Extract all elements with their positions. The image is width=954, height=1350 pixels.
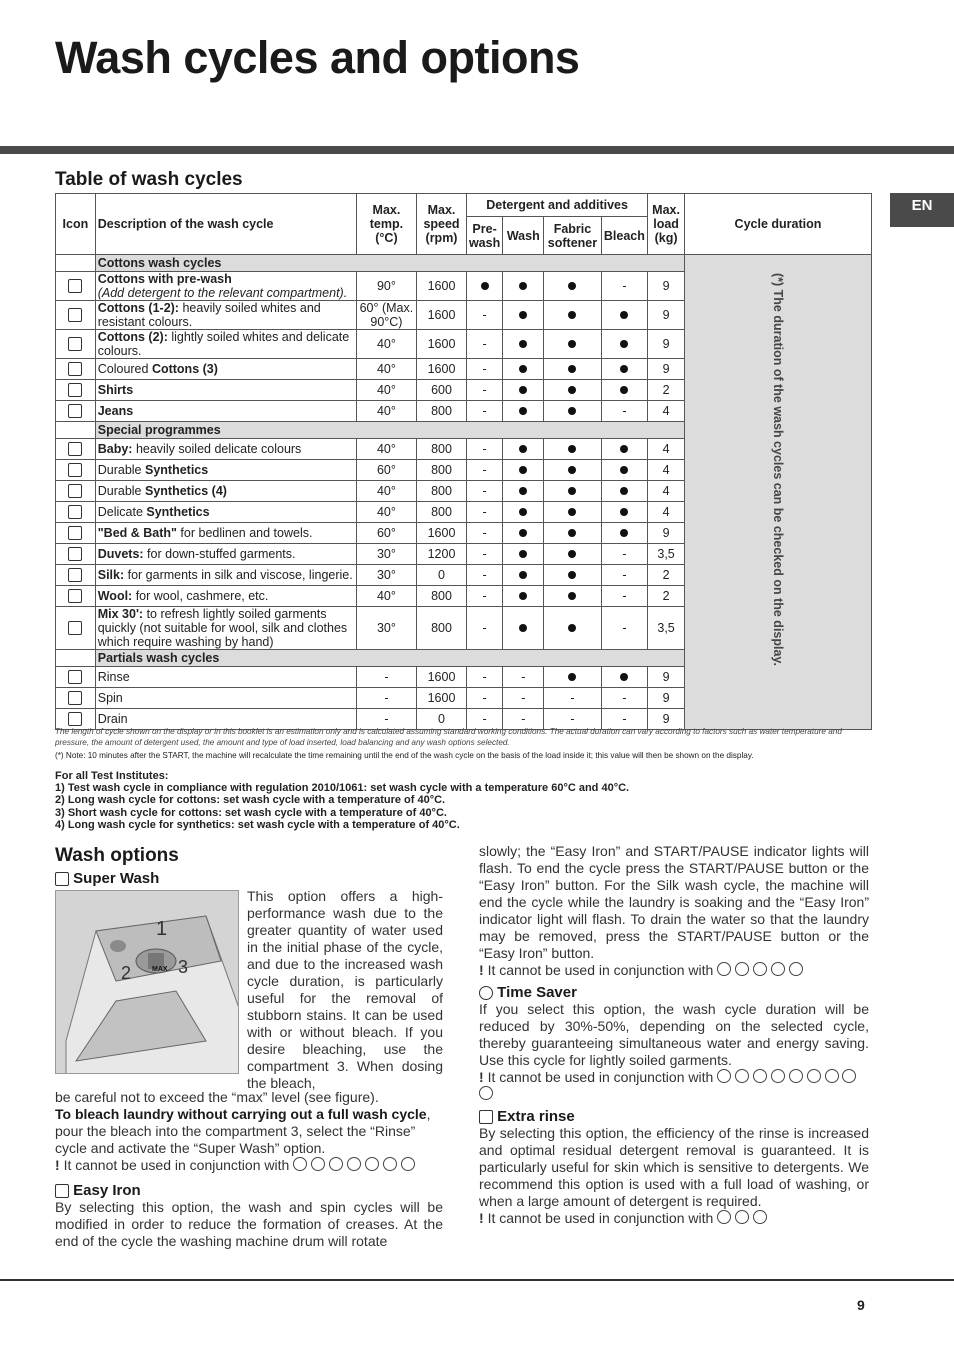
- time-saver-text: If you select this option, the wash cycle duration will be reduced by 30%-50%, depending on the selected cycle, thereby guaranteeing simultaneous water and energy saving. Use this cycle for lightly soiled garments.: [479, 1001, 869, 1068]
- cell-load: 9: [648, 709, 685, 730]
- cell-wash: [503, 544, 544, 565]
- cell-speed: 1600: [417, 330, 467, 359]
- extra-rinse-text: By selecting this option, the efficiency of the rinse is increased and optimal residual detergent removal is guaranteed. It is particularly useful for skin which is sensitive to detergents. We recommend this option is used with a full load of washing, or when a large amount of detergent is required.: [479, 1125, 869, 1209]
- cell-speed: 0: [417, 565, 467, 586]
- super-wash-icon: [55, 872, 69, 886]
- cycle-description: Jeans: [95, 401, 356, 422]
- cell-wash: -: [503, 688, 544, 709]
- cell-bleach: [601, 301, 648, 330]
- cell-wash: [503, 272, 544, 301]
- cycle-icon: [68, 505, 82, 519]
- cycle-icon: [68, 362, 82, 376]
- cell-wash: [503, 330, 544, 359]
- duration-side-note: (*) The duration of the wash cycles can be checked on the display.: [684, 255, 871, 730]
- dot-mark: [568, 571, 576, 579]
- cell-temp: 40°: [356, 401, 416, 422]
- dot-mark: [620, 466, 628, 474]
- cell-bleach: [601, 460, 648, 481]
- col-bleach: Bleach: [601, 217, 648, 255]
- dot-mark: [568, 340, 576, 348]
- easy-iron-title: Easy Iron: [55, 1182, 443, 1199]
- cell-prewash: -: [466, 460, 502, 481]
- dot-mark: [620, 673, 628, 681]
- col-cycle-duration: Cycle duration: [684, 194, 871, 255]
- cell-prewash: -: [466, 688, 502, 709]
- cycle-icon: [68, 442, 82, 456]
- cell-speed: 1600: [417, 688, 467, 709]
- dot-mark: [568, 624, 576, 632]
- dot-mark: [519, 508, 527, 516]
- dot-mark: [519, 445, 527, 453]
- cell-temp: 40°: [356, 481, 416, 502]
- col-softener: Fabric softener: [544, 217, 601, 255]
- cell-temp: 60°: [356, 523, 416, 544]
- institutes-item: 2) Long wash cycle for cottons: set wash cycle with a temperature of 40°C.: [55, 794, 446, 807]
- cell-temp: 40°: [356, 330, 416, 359]
- cycle-description: Cottons with pre-wash (Add detergent to the relevant compartment).: [95, 272, 356, 301]
- cell-temp: 30°: [356, 544, 416, 565]
- cell-temp: 40°: [356, 502, 416, 523]
- language-tab: EN: [890, 193, 954, 227]
- super-wash-text-a: This option offers a high-performance wash due to the greater quantity of water used in the initial phase of the cycle, and due to the increased wash cycle duration, is particularly useful for the removal of stubborn stains. It can be used with or without bleach. If you desire bleaching, use the compartment 3. When dosing the bleach,: [247, 888, 443, 1091]
- cell-bleach: [601, 439, 648, 460]
- dot-mark: [620, 445, 628, 453]
- cell-temp: 40°: [356, 380, 416, 401]
- cell-softener: [544, 523, 601, 544]
- cell-load: 9: [648, 688, 685, 709]
- dot-mark: [519, 282, 527, 290]
- dot-mark: [519, 487, 527, 495]
- cell-prewash: -: [466, 565, 502, 586]
- cell-speed: 1600: [417, 667, 467, 688]
- col-prewash: Pre-wash: [466, 217, 502, 255]
- svg-text:1: 1: [156, 918, 168, 940]
- cell-wash: -: [503, 709, 544, 730]
- cycle-icon: [68, 670, 82, 684]
- cycle-description: Drain: [95, 709, 356, 730]
- cell-softener: [544, 607, 601, 650]
- cell-speed: 800: [417, 460, 467, 481]
- cell-wash: [503, 481, 544, 502]
- cycle-icon: [68, 383, 82, 397]
- cell-load: 3,5: [648, 544, 685, 565]
- cell-prewash: -: [466, 544, 502, 565]
- cell-load: 9: [648, 272, 685, 301]
- cell-temp: 90°: [356, 272, 416, 301]
- cycle-icon: [68, 691, 82, 705]
- cycle-description: Silk: for garments in silk and viscose, lingerie.: [95, 565, 356, 586]
- cell-wash: [503, 586, 544, 607]
- cycle-description: Durable Synthetics: [95, 460, 356, 481]
- dot-mark: [568, 365, 576, 373]
- cycle-icon: [68, 484, 82, 498]
- cell-bleach: -: [601, 607, 648, 650]
- cell-temp: 40°: [356, 359, 416, 380]
- section-title: Special programmes: [95, 422, 684, 439]
- cell-wash: [503, 401, 544, 422]
- cell-speed: 800: [417, 607, 467, 650]
- cycle-description: "Bed & Bath" for bedlinen and towels.: [95, 523, 356, 544]
- wash-cycles-table: [55, 193, 872, 730]
- cell-speed: 1600: [417, 359, 467, 380]
- cell-bleach: [601, 330, 648, 359]
- cell-wash: [503, 565, 544, 586]
- cycle-icon: [68, 337, 82, 351]
- cell-load: 2: [648, 586, 685, 607]
- cell-temp: 40°: [356, 439, 416, 460]
- cycle-description: Delicate Synthetics: [95, 502, 356, 523]
- cycle-icon: [68, 589, 82, 603]
- cell-softener: [544, 359, 601, 380]
- cell-bleach: -: [601, 272, 648, 301]
- dot-mark: [568, 386, 576, 394]
- svg-text:MAX: MAX: [152, 966, 168, 973]
- cell-softener: -: [544, 688, 601, 709]
- cell-prewash: -: [466, 523, 502, 544]
- section-title: Cottons wash cycles: [95, 255, 684, 272]
- dot-mark: [568, 673, 576, 681]
- cell-bleach: -: [601, 709, 648, 730]
- dot-mark: [519, 571, 527, 579]
- cell-prewash: -: [466, 401, 502, 422]
- cycle-icon: [68, 404, 82, 418]
- cycle-description: Duvets: for down-stuffed garments.: [95, 544, 356, 565]
- dot-mark: [568, 508, 576, 516]
- cell-load: 9: [648, 667, 685, 688]
- length-note: The length of cycle shown on the display or in this booklet is an estimation only and is calculated assuming standard working conditions. The actual duration can vary according to factors such as water temperature and pressure, the amount of detergent used, the amount and type of load inserted, load balancing and any wash options selected.: [55, 727, 842, 747]
- cell-temp: -: [356, 709, 416, 730]
- section-title: Partials wash cycles: [95, 650, 684, 667]
- institutes-item: 1) Test wash cycle in compliance with regulation 2010/1061: set wash cycle with a temperature 60°C and 40°C.: [55, 782, 630, 795]
- cell-temp: 60°: [356, 460, 416, 481]
- cell-load: 4: [648, 439, 685, 460]
- cycle-description: Cottons (1-2): heavily soiled whites and resistant colours.: [95, 301, 356, 330]
- cell-wash: [503, 359, 544, 380]
- easy-iron-icon: [55, 1184, 69, 1198]
- col-description: Description of the wash cycle: [95, 194, 356, 255]
- cycle-icon: [68, 712, 82, 726]
- detergent-drawer-figure: [55, 890, 239, 1074]
- dot-mark: [568, 466, 576, 474]
- col-max-temp: Max. temp. (°C): [356, 194, 416, 255]
- page-title: Wash cycles and options: [55, 32, 580, 83]
- cycle-description: Spin: [95, 688, 356, 709]
- dot-mark: [519, 592, 527, 600]
- dot-mark: [620, 365, 628, 373]
- cell-bleach: -: [601, 401, 648, 422]
- cell-prewash: -: [466, 380, 502, 401]
- dot-mark: [620, 386, 628, 394]
- cell-speed: 600: [417, 380, 467, 401]
- cell-prewash: -: [466, 586, 502, 607]
- cell-load: 2: [648, 565, 685, 586]
- dot-mark: [620, 487, 628, 495]
- cycle-description: Rinse: [95, 667, 356, 688]
- section-row: [56, 255, 872, 272]
- cell-wash: [503, 502, 544, 523]
- cycle-icon: [68, 279, 82, 293]
- cell-softener: [544, 439, 601, 460]
- cell-softener: [544, 544, 601, 565]
- cycle-icon: [68, 526, 82, 540]
- cell-prewash: -: [466, 359, 502, 380]
- col-max-speed: Max. speed (rpm): [417, 194, 467, 255]
- cell-speed: 800: [417, 401, 467, 422]
- cell-softener: -: [544, 709, 601, 730]
- dot-mark: [620, 311, 628, 319]
- cell-temp: 30°: [356, 565, 416, 586]
- institutes-heading: For all Test Institutes:: [55, 770, 169, 782]
- dot-mark: [519, 407, 527, 415]
- cell-prewash: -: [466, 502, 502, 523]
- cycle-description: Baby: heavily soiled delicate colours: [95, 439, 356, 460]
- cell-bleach: [601, 481, 648, 502]
- col-wash: Wash: [503, 217, 544, 255]
- cell-softener: [544, 502, 601, 523]
- cell-wash: [503, 460, 544, 481]
- cell-wash: [503, 380, 544, 401]
- col-icon: Icon: [56, 194, 96, 255]
- cycle-description: Durable Synthetics (4): [95, 481, 356, 502]
- cell-bleach: [601, 667, 648, 688]
- right-column: slowly; the “Easy Iron” and START/PAUSE indicator lights will flash. To end the cycle press the START/PAUSE button or the “Easy Iron” button. For the Silk wash cycle, the machine will end the cycle while the laundry is soaking and the “Easy Iron” indicator light will flash. To drain the water so that the laundry may be removed, press the START/PAUSE button or the “Easy Iron” button. ! It cannot be used in conjunction with Time Saver If you select this option, the wash cycle duration will be reduced by 30%-50%, depending on the selected cycle, thereby guaranteeing simultaneous water and energy saving. Use this cycle for lightly soiled garments. ! It cannot be used in conjunction with Extra rinse By selecting this option, the efficiency of the rinse is increased and optimal residual detergent removal is guaranteed. It is particularly useful for skin which is sensitive to detergents. We recommend this option is used with a full load of washing, or when a large amount of detergent is required. ! It cannot be used in conjunction with: [479, 843, 869, 1226]
- cycle-icon: [68, 463, 82, 477]
- institutes-item: 3) Short wash cycle for cottons: set wash cycle with a temperature of 40°C.: [55, 806, 447, 819]
- dot-mark: [620, 508, 628, 516]
- cell-bleach: [601, 359, 648, 380]
- cell-bleach: [601, 380, 648, 401]
- cell-speed: 800: [417, 502, 467, 523]
- dot-mark: [568, 407, 576, 415]
- cell-temp: -: [356, 667, 416, 688]
- dot-mark: [568, 445, 576, 453]
- dot-mark: [620, 529, 628, 537]
- svg-text:2: 2: [121, 963, 132, 983]
- cell-bleach: -: [601, 565, 648, 586]
- super-wash-block: [55, 870, 443, 887]
- cell-load: 9: [648, 301, 685, 330]
- cell-load: 4: [648, 460, 685, 481]
- extra-rinse-icon: [479, 1110, 493, 1124]
- cell-speed: 800: [417, 586, 467, 607]
- test-institutes-notes: [55, 770, 870, 831]
- footer-rule: [0, 1279, 954, 1281]
- cell-softener: [544, 667, 601, 688]
- institutes-item: 4) Long wash cycle for synthetics: set wash cycle with a temperature of 40°C.: [55, 818, 460, 831]
- cycle-icon: [68, 621, 82, 635]
- cell-softener: [544, 481, 601, 502]
- cell-prewash: [466, 272, 502, 301]
- cell-speed: 1600: [417, 523, 467, 544]
- dot-mark: [568, 311, 576, 319]
- cell-wash: [503, 607, 544, 650]
- cell-wash: [503, 439, 544, 460]
- cell-load: 4: [648, 481, 685, 502]
- dot-mark: [568, 592, 576, 600]
- cell-softener: [544, 380, 601, 401]
- cell-speed: 0: [417, 709, 467, 730]
- dot-mark: [519, 311, 527, 319]
- cell-prewash: -: [466, 439, 502, 460]
- easy-iron-text: By selecting this option, the wash and spin cycles will be modified in order to reduce the formation of creases. At the end of the cycle the washing machine drum will rotate: [55, 1199, 443, 1249]
- cell-prewash: -: [466, 607, 502, 650]
- dot-mark: [519, 624, 527, 632]
- cycle-description: Cottons (2): lightly soiled whites and delicate colours.: [95, 330, 356, 359]
- cell-speed: 1200: [417, 544, 467, 565]
- col-max-load: Max. load (kg): [648, 194, 685, 255]
- time-saver-icon: [479, 986, 493, 1000]
- dot-mark: [568, 487, 576, 495]
- cell-temp: 60° (Max. 90°C): [356, 301, 416, 330]
- header-rule: [0, 146, 954, 154]
- super-wash-text-rest: be careful not to exceed the “max” level (see figure). To bleach laundry without carrying out a full wash cycle, pour the bleach into the compartment 3, select the “Rinse” cycle and activate the “Super Wash” option. ! It cannot be used in conjunction with Easy Iron By selecting this option, the wash and spin cycles will be modified in order to reduce the formation of creases. At the end of the cycle the washing machine drum will rotate: [55, 1089, 443, 1249]
- dot-mark: [568, 282, 576, 290]
- cycle-description: Coloured Cottons (3): [95, 359, 356, 380]
- cell-speed: 800: [417, 439, 467, 460]
- cell-temp: 40°: [356, 586, 416, 607]
- cell-temp: 30°: [356, 607, 416, 650]
- cell-prewash: -: [466, 301, 502, 330]
- dot-mark: [519, 340, 527, 348]
- cell-softener: [544, 586, 601, 607]
- cycle-icon: [68, 547, 82, 561]
- dot-mark: [519, 529, 527, 537]
- cell-load: 9: [648, 523, 685, 544]
- easy-iron-continued: slowly; the “Easy Iron” and START/PAUSE indicator lights will flash. To end the cycle press the START/PAUSE button or the “Easy Iron” button. For the Silk wash cycle, the machine will end the cycle while the laundry is soaking and the “Easy Iron” indicator light will flash. To drain the water so that the laundry may be removed, press the START/PAUSE button or the “Easy Iron” button.: [479, 843, 869, 961]
- dot-mark: [620, 340, 628, 348]
- page-number: 9: [857, 1297, 865, 1313]
- dot-mark: [519, 365, 527, 373]
- cell-prewash: -: [466, 330, 502, 359]
- cell-wash: [503, 301, 544, 330]
- cell-load: 2: [648, 380, 685, 401]
- cell-wash: -: [503, 667, 544, 688]
- time-saver-title: Time Saver: [479, 984, 869, 1001]
- star-note: (*) Note: 10 minutes after the START, the machine will recalculate the time remaining until the end of the wash cycle on the basis of the load inside it; this value will then be shown on the display.: [55, 751, 754, 760]
- cell-softener: [544, 272, 601, 301]
- dot-mark: [519, 550, 527, 558]
- cell-load: 9: [648, 359, 685, 380]
- cell-wash: [503, 523, 544, 544]
- cycle-description: Wool: for wool, cashmere, etc.: [95, 586, 356, 607]
- cell-bleach: -: [601, 586, 648, 607]
- super-wash-title: Super Wash: [55, 870, 443, 887]
- dot-mark: [481, 282, 489, 290]
- extra-rinse-title: Extra rinse: [479, 1108, 869, 1125]
- cell-prewash: -: [466, 481, 502, 502]
- dot-mark: [519, 466, 527, 474]
- cell-speed: 800: [417, 481, 467, 502]
- cell-bleach: [601, 523, 648, 544]
- cycle-icon: [68, 308, 82, 322]
- cycle-icon: [68, 568, 82, 582]
- cell-load: 9: [648, 330, 685, 359]
- cell-softener: [544, 401, 601, 422]
- wash-options-heading: Wash options: [55, 845, 179, 866]
- cell-speed: 1600: [417, 272, 467, 301]
- cell-load: 4: [648, 502, 685, 523]
- table-heading: Table of wash cycles: [55, 169, 243, 190]
- dot-mark: [568, 550, 576, 558]
- cell-load: 4: [648, 401, 685, 422]
- cell-softener: [544, 460, 601, 481]
- dot-mark: [568, 529, 576, 537]
- cycle-description: Mix 30': to refresh lightly soiled garments quickly (not suitable for wool, silk and clothes which require washing by hand): [95, 607, 356, 650]
- cell-softener: [544, 565, 601, 586]
- cell-temp: -: [356, 688, 416, 709]
- svg-text:3: 3: [178, 957, 189, 977]
- dot-mark: [519, 386, 527, 394]
- cell-prewash: -: [466, 709, 502, 730]
- cell-bleach: -: [601, 688, 648, 709]
- cell-prewash: -: [466, 667, 502, 688]
- col-detergent: Detergent and additives: [466, 194, 647, 217]
- cell-softener: [544, 301, 601, 330]
- cell-softener: [544, 330, 601, 359]
- cell-load: 3,5: [648, 607, 685, 650]
- cell-bleach: [601, 502, 648, 523]
- cell-bleach: -: [601, 544, 648, 565]
- cell-speed: 1600: [417, 301, 467, 330]
- cycle-description: Shirts: [95, 380, 356, 401]
- drawer-illustration: [56, 891, 239, 1074]
